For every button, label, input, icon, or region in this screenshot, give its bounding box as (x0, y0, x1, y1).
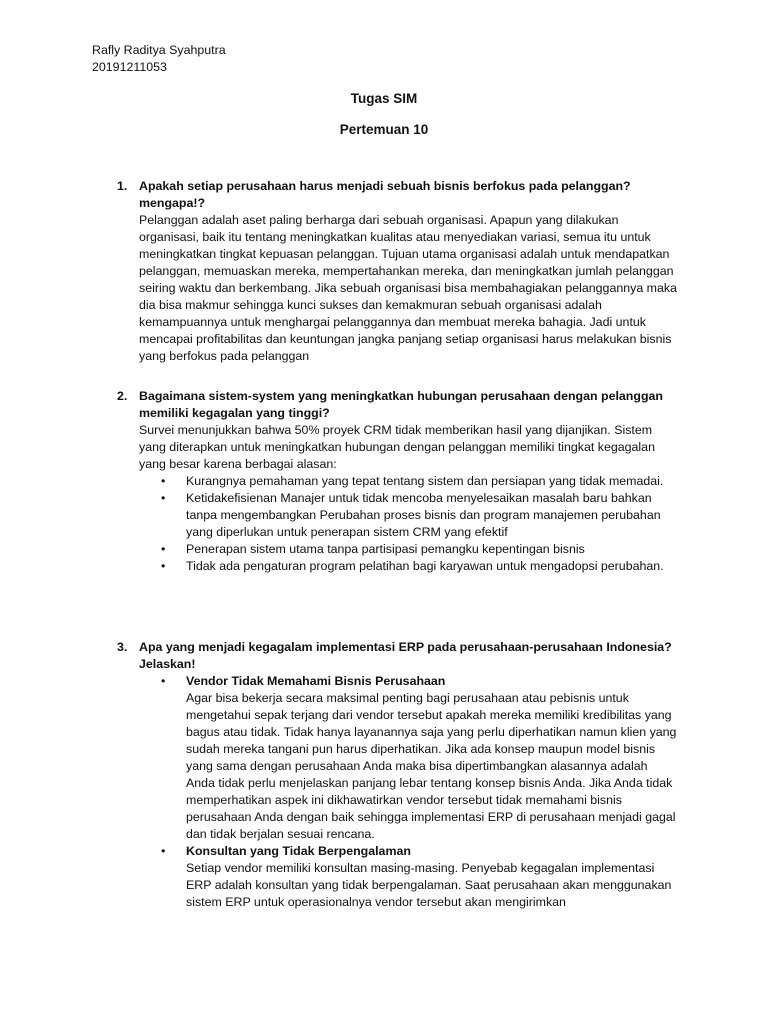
list-item (117, 673, 677, 843)
question-text: Apakah setiap perusahaan harus menjadi sebuah bisnis berfokus pada pelanggan? mengapa!? (139, 179, 631, 210)
list-item (117, 558, 677, 575)
bullet-icon: • (161, 491, 166, 505)
list-item (117, 541, 677, 558)
bullet-icon: • (161, 559, 166, 573)
list-item (117, 843, 677, 911)
bullet-icon: • (161, 542, 166, 556)
question-1 (117, 178, 677, 365)
list-item (117, 473, 677, 490)
list-item-text: Kurangnya pemahaman yang tepat tentang sistem dan persiapan yang tidak memadai. (186, 474, 664, 488)
question-text: Bagaimana sistem-system yang meningkatkan hubungan perusahaan dengan pelanggan memiliki kegagalan yang tinggi? (139, 389, 663, 420)
list-item-text: Setiap vendor memiliki konsultan masing-masing. Penyebab kegagalan implementasi ERP adalah konsultan yang tidak berpengalaman. Saat perusahaan akan menggunakan sistem ERP untuk operasionalnya vendor tersebut akan mengirimkan (186, 861, 672, 909)
bullet-icon: • (161, 674, 166, 688)
question-text: Apa yang menjadi kegagalam implementasi ERP pada perusahaan-perusahaan Indonesia? Jelaskan! (139, 640, 672, 671)
list-item-text: Ketidakefisienan Manajer untuk tidak mencoba menyelesaikan masalah baru bahkan tanpa mengembangkan Perubahan proses bisnis dan program manajemen perubahan yang diperlukan untuk penerapan sistem CRM yang efektif (186, 491, 661, 539)
question-number: 3. (117, 640, 128, 654)
list-item-text: Tidak ada pengaturan program pelatihan bagi karyawan untuk mengadopsi perubahan. (186, 559, 664, 573)
list-item-text: Agar bisa bekerja secara maksimal penting bagi perusahaan atau pebisnis untuk mengetahui sepak terjang dari vendor tersebut apakah mereka memiliki kredibilitas yang bagus atau tidak. Tidak hanya layanannya saja yang perlu diperhatikan namun klien yang sudah mereka tangani pun harus diperhatikan. Jika ada konsep maupun model bisnis yang sama dengan perusahaan Anda maka bisa dipertimbangkan alasannya adalah Anda tidak perlu menjelaskan panjang lebar tentang konsep bisnis Anda. Jika Anda tidak memperhatikan aspek ini dikhawatirkan vendor tersebut tidak memahami bisnis perusahaan Anda dengan baik sehingga implementasi ERP di perusahaan menjadi gagal dan tidak berjalan sesuai rencana. (186, 691, 677, 841)
author-name: Rafly Raditya Syahputra (92, 43, 226, 57)
author-header (92, 42, 226, 76)
failure-list (117, 673, 677, 911)
list-item-heading: Konsultan yang Tidak Berpengalaman (186, 844, 411, 858)
question-number: 1. (117, 179, 128, 193)
question-3 (117, 639, 677, 911)
question-number: 2. (117, 389, 128, 403)
bullet-icon: • (161, 474, 166, 488)
list-item-heading: Vendor Tidak Memahami Bisnis Perusahaan (186, 674, 446, 688)
answer-text: Pelanggan adalah aset paling berharga dari sebuah organisasi. Apapun yang dilakukan organisasi, baik itu tentang meningkatkan kualitas atau menyediakan variasi, semua itu untuk meningkatkan tingkat kepuasan pelanggan. Tujuan utama organisasi adalah untuk mendapatkan pelanggan, memuaskan mereka, mempertahankan mereka, dan meningkatkan jumlah pelanggan seiring waktu dan berkembang. Jika sebuah organisasi bisa membahagiakan pelanggannya maka dia bisa makmur sehingga kunci sukses dan kemakmuran sebuah organisasi adalah kemampuannya untuk menghargai pelanggannya dan membuat mereka bahagia. Jadi untuk mencapai profitabilitas dan keuntungan jangka panjang setiap organisasi harus melakukan bisnis yang berfokus pada pelanggan (139, 213, 677, 363)
document-subtitle: Pertemuan 10 (339, 122, 429, 137)
reason-list (117, 473, 677, 575)
list-item-text: Penerapan sistem utama tanpa partisipasi pemangku kepentingan bisnis (186, 542, 585, 556)
question-2 (117, 388, 677, 575)
document-title: Tugas SIM (350, 91, 418, 106)
list-item (117, 490, 677, 541)
answer-text: Survei menunjukkan bahwa 50% proyek CRM tidak memberikan hasil yang dijanjikan. Sistem yang diterapkan untuk meningkatkan hubungan dengan pelanggan memiliki tingkat kegagalan yang besar karena berbagai alasan: (139, 423, 655, 471)
student-id: 20191211053 (92, 60, 167, 74)
bullet-icon: • (161, 844, 166, 858)
